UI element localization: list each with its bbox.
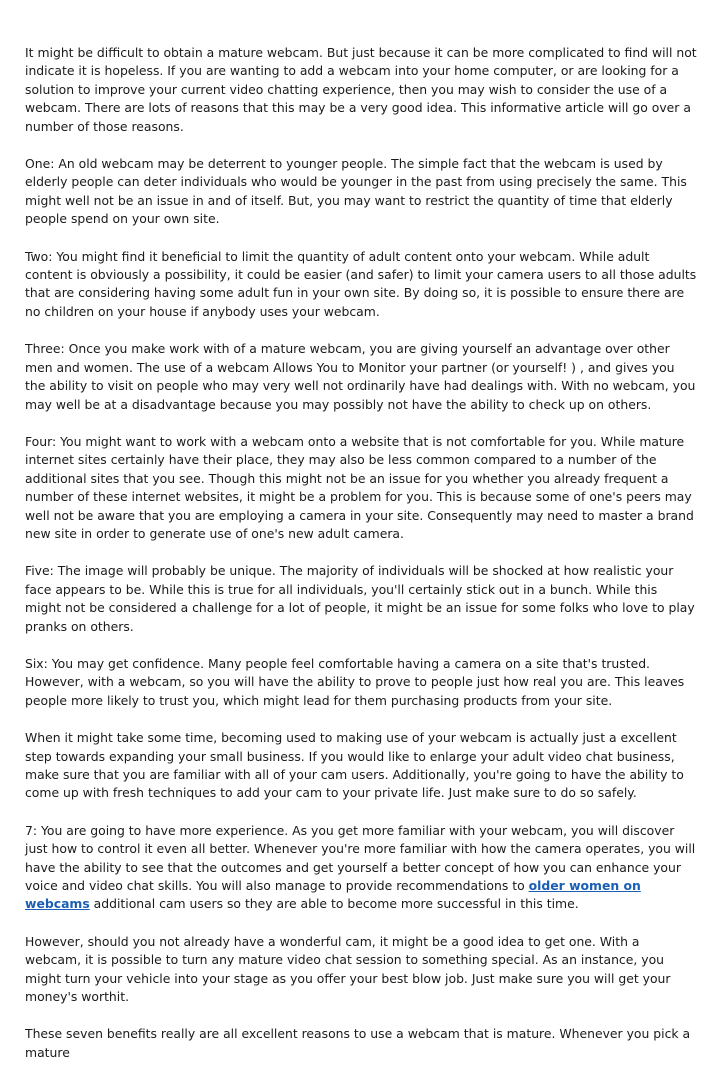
paragraph-two: Two: You might find it beneficial to limit the quantity of adult content onto your webcam. While adult content is obviously a possibility, it could be easier (and safer) to limit your camera users to all those adults that are considering having some adult fun in your own site. By doing so, it is possible to ensure there are no children on your house if anybody uses your webcam.	[25, 248, 697, 319]
paragraph-three: Three: Once you make work with of a mature webcam, you are giving yourself an advantage over other men and women. The use of a webcam Allows You to Monitor your partner (or yourself! ) , and gives you the ability to visit on people who may very well not ordinarily have had dealings with. With no webcam, you may well be at a disadvantage because you may possibly not have the ability to check up on others.	[25, 341, 696, 412]
paragraph-seven-text-start: 7: You are going to have more experience. As you get more familiar with your webcam, you will discover just how to control it even all better. Whenever you're more familiar with how the camera operates, you will have the ability to see that the outcomes and get yourself a better concept of how you can enhance your voice and video chat skills. You will also manage to provide recommendations to	[25, 822, 696, 894]
paragraph-however: However, should you not already have a wonderful cam, it might be a good idea to get one. With a webcam, it is possible to turn any mature video chat session to something special. As an instance, you might turn your vehicle into your stage as you offer your best blow job. Just make sure you will get your money's worthit.	[25, 933, 671, 1005]
paragraph-five: Five: The image will probably be unique. The majority of individuals will be shocked at how realistic your face appears to be. While this is true for all individuals, you'll certainly stick out in a bunch. While this might not be considered a challenge for a lot of people, it might be an issue for some folks who love to play pranks on others.	[25, 563, 695, 634]
article-body	[25, 44, 697, 1081]
paragraph-conclusion: These seven benefits really are all excellent reasons to use a webcam that is mature. Whenever you pick a mature	[25, 1026, 691, 1060]
paragraph-six: Six: You may get confidence. Many people feel comfortable having a camera on a site that's trusted. However, with a webcam, so you will have the ability to prove to people just how real you are. This leaves people more likely to trust you, which might lead for them purchasing products from your site.	[25, 655, 685, 708]
paragraph-one: One: An old webcam may be deterrent to younger people. The simple fact that the webcam is used by elderly people can deter individuals who would be younger in the past from using precisely the same. This might well not be an issue in and of itself. But, you may want to restrict the quantity of time that elderly people spend on your own site.	[25, 156, 687, 227]
paragraph-intro: It might be difficult to obtain a mature webcam. But just because it can be more complicated to find will not indicate it is hopeless. If you are wanting to add a webcam into your home computer, or are looking for a solution to improve your current video chatting experience, then you may wish to consider the use of a webcam. There are lots of reasons that this may be a very good idea. This informative article will go over a number of those reasons.	[25, 45, 697, 134]
paragraph-four: Four: You might want to work with a webcam onto a website that is not comfortable for you. While mature internet sites certainly have their place, they may also be less common compared to a number of the additional sites that you see. Though this might not be an issue for you whether you already frequent a number of these internet websites, it might be a problem for you. This is because some of one's peers may well not be aware that you are employing a camera in your site. Consequently may need to master a brand new site in order to generate use of one's new adult camera.	[25, 433, 694, 541]
older-women-link[interactable]: older women on webcams	[25, 878, 641, 912]
paragraph-seven	[25, 822, 697, 914]
paragraph-seven-text-end: additional cam users so they are able to become more successful in this time.	[89, 896, 579, 912]
paragraph-business: When it might take some time, becoming used to making use of your webcam is actually just a excellent step towards expanding your small business. If you would like to enlarge your adult video chat business, make sure that you are familiar with all of your cam users. Additionally, you're going to have the ability to come up with fresh techniques to add your cam to your private life. Just make sure to do so safely.	[25, 730, 684, 801]
